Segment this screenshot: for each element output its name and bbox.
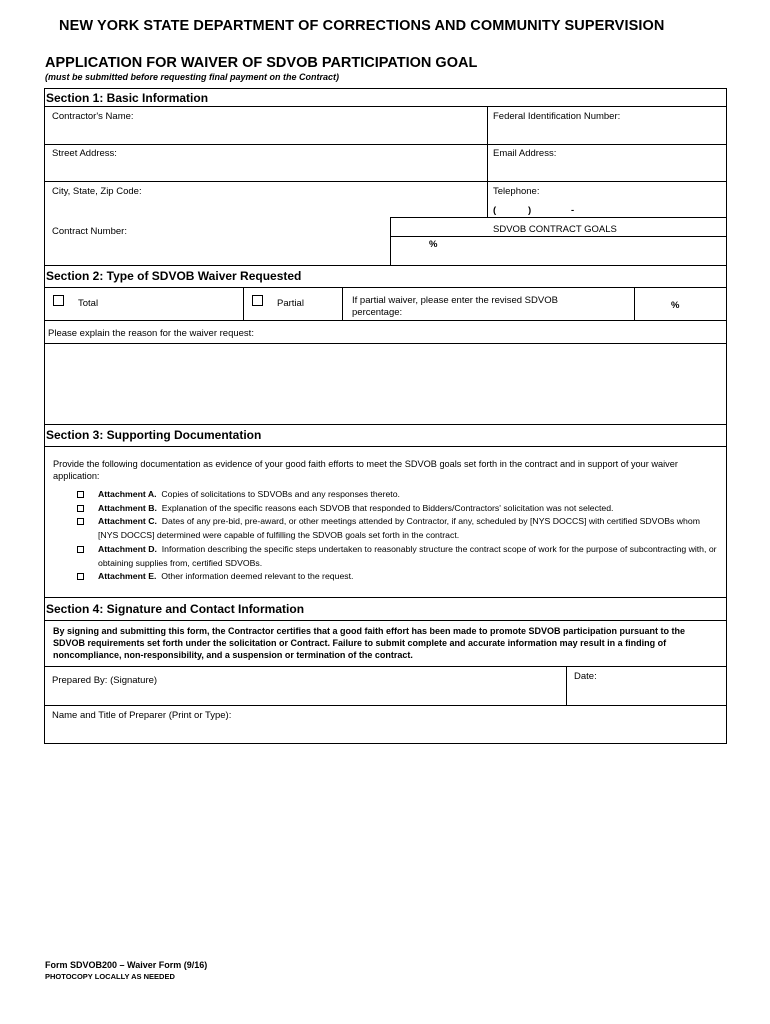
attachment-e-checkbox[interactable]: [77, 573, 84, 580]
preparer-name-title-field[interactable]: Name and Title of Preparer (Print or Type):: [52, 710, 232, 721]
contractors-name-field[interactable]: Contractor's Name:: [52, 111, 134, 122]
divider: [634, 287, 635, 320]
attachment-d-checkbox[interactable]: [77, 546, 84, 553]
attachment-a-label: Attachment A.: [98, 489, 157, 499]
documentation-intro: Provide the following documentation as evidence of your good faith efforts to meet the SDVOB goals set forth in the contract and in support of your waiver application:: [53, 459, 678, 481]
divider: [44, 446, 726, 447]
divider: [342, 287, 343, 320]
attachment-b-label: Attachment B.: [98, 503, 157, 513]
attachment-c-checkbox[interactable]: [77, 518, 84, 525]
attachment-d-text: Information describing the specific steps undertaken to reasonably structure the contract scope of work for the purpose of subcontracting with, or obtaining supplies from, certified SDVOBs.: [98, 544, 717, 568]
divider: [44, 320, 726, 321]
divider: [44, 705, 726, 706]
divider: [44, 265, 726, 266]
total-label: Total: [78, 298, 99, 309]
attachment-e-label: Attachment E.: [98, 571, 157, 581]
attachment-a-checkbox[interactable]: [77, 491, 84, 498]
organization-name: NEW YORK STATE DEPARTMENT OF CORRECTIONS AND COMMUNITY SUPERVISION: [59, 18, 665, 34]
date-field[interactable]: Date:: [574, 671, 597, 682]
telephone-close-paren: ): [528, 205, 532, 216]
street-address-field[interactable]: Street Address:: [52, 148, 117, 159]
total-checkbox[interactable]: [53, 295, 64, 306]
attachment-d-item: [98, 543, 718, 570]
telephone-field[interactable]: Telephone:: [493, 186, 540, 197]
attachment-b-checkbox[interactable]: [77, 505, 84, 512]
divider: [44, 106, 726, 107]
attachment-b-text: Explanation of the specific reasons each SDVOB that responded to Bidders/Contractors' solicitation was not selected.: [161, 503, 614, 513]
federal-id-field[interactable]: Federal Identification Number:: [493, 111, 621, 122]
photocopy-note: PHOTOCOPY LOCALLY AS NEEDED: [45, 972, 175, 981]
divider: [390, 217, 391, 265]
city-state-zip-field[interactable]: City, State, Zip Code:: [52, 186, 142, 197]
attachment-c-text: Dates of any pre-bid, pre-award, or other meetings attended by Contractor, if any, scheduled by [NYS DOCCS] with certified SDVOBs whom [NYS DOCCS] determined were capable of fulfilling the SDVOB goals set forth in the contract.: [98, 516, 700, 540]
divider: [243, 287, 244, 320]
divider: [44, 181, 726, 182]
section2-heading: Section 2: Type of SDVOB Waiver Requested: [46, 269, 302, 283]
divider: [44, 287, 726, 288]
partial-label: Partial: [277, 298, 304, 309]
certification-statement: By signing and submitting this form, the Contractor certifies that a good faith effort has been made to promote SDVOB participation pursuant to the SDVOB requirements set forth under the solicitation or Contract. Failure to submit complete and accurate information may result in a finding of noncompliance, non-responsibility, and a suspension or termination of the contract.: [53, 626, 686, 660]
section1-heading: Section 1: Basic Information: [46, 91, 209, 105]
prepared-by-signature-field[interactable]: Prepared By: (Signature): [52, 675, 158, 686]
divider: [44, 597, 726, 598]
divider: [44, 666, 726, 667]
form-identifier: Form SDVOB200 – Waiver Form (9/16): [45, 960, 208, 970]
sdvob-goals-label: SDVOB CONTRACT GOALS: [493, 224, 617, 235]
divider: [390, 236, 726, 237]
divider: [487, 106, 488, 217]
email-address-field[interactable]: Email Address:: [493, 148, 557, 159]
divider: [566, 666, 567, 705]
telephone-open-paren: (: [493, 205, 497, 216]
section4-heading: Section 4: Signature and Contact Information: [46, 602, 305, 616]
partial-waiver-note: If partial waiver, please enter the revised SDVOB percentage:: [352, 295, 558, 318]
attachment-e-item: [98, 570, 718, 584]
form-subtitle: (must be submitted before requesting final payment on the Contract): [45, 72, 340, 82]
attachment-e-text: Other information deemed relevant to the request.: [161, 571, 354, 581]
attachment-a-text: Copies of solicitations to SDVOBs and any responses thereto.: [161, 489, 400, 499]
telephone-dash: -: [571, 205, 575, 216]
attachment-b-item: [98, 502, 718, 516]
contract-number-field[interactable]: Contract Number:: [52, 226, 127, 237]
revised-percent-field[interactable]: %: [671, 300, 680, 311]
divider: [44, 620, 726, 621]
attachment-a-item: [98, 488, 718, 502]
sdvob-goal-percent-field[interactable]: %: [429, 239, 438, 250]
waiver-reason-label: Please explain the reason for the waiver request:: [48, 328, 254, 339]
attachment-c-item: [98, 515, 718, 542]
form-title: APPLICATION FOR WAIVER OF SDVOB PARTICIPATION GOAL: [45, 55, 478, 71]
divider: [44, 144, 726, 145]
section3-heading: Section 3: Supporting Documentation: [46, 428, 262, 442]
divider: [44, 424, 726, 425]
waiver-reason-textarea[interactable]: [45, 344, 725, 424]
partial-checkbox[interactable]: [252, 295, 263, 306]
attachment-d-label: Attachment D.: [98, 544, 157, 554]
divider: [390, 217, 726, 218]
attachment-c-label: Attachment C.: [98, 516, 157, 526]
